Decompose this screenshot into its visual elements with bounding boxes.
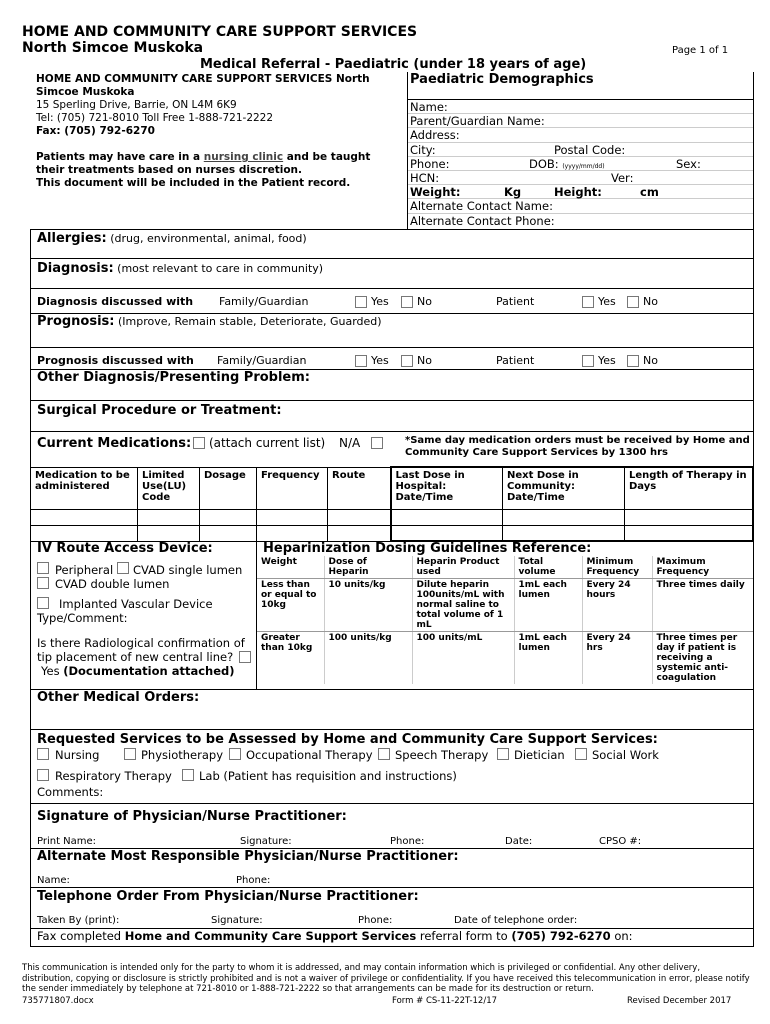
diagnosis-discussed-row: Diagnosis discussed with Family/Guardian Yes No Patient Yes No (30, 289, 754, 314)
nursing-clinic-link[interactable]: nursing clinic (203, 151, 284, 163)
weight-field[interactable]: Weight: Kg Height: cm (408, 185, 753, 199)
telephone-signature-field[interactable]: Signature: (211, 915, 263, 926)
services-title: Requested Services to be Assessed by Home and Community Care Support Services: (37, 732, 658, 747)
prognosis-family-yes-checkbox[interactable] (355, 355, 367, 367)
telephone-phone-field[interactable]: Phone: (358, 915, 393, 926)
telephone-date-field[interactable]: Date of telephone order: (454, 915, 578, 926)
heparin-row: Less than or equal to 10kg 10 units/kg Dilute heparin 100units/mL with normal saline to total volume of 1 mL 1mL each lumen Every 24 hours Three times daily (257, 579, 753, 632)
signature-section: Signature of Physician/Nurse Practitioner: Print Name: Signature: Phone: Date: CPSO #: (30, 804, 754, 849)
attach-list-checkbox[interactable] (193, 437, 205, 449)
surgical-section[interactable]: Surgical Procedure or Treatment: (30, 401, 754, 432)
other-diagnosis-section[interactable]: Other Diagnosis/Presenting Problem: (30, 369, 754, 401)
iv-block: IV Route Access Device: Peripheral CVAD single lumen CVAD double lumen Implanted Vascular Device Type/Comment: Is there Radiological confirmation of tip placement of new central line? Yes (Documentation attached) (31, 540, 257, 689)
phone-field[interactable]: Phone: DOB: (yyyy/mm/dd) Sex: (408, 157, 753, 171)
contact-tel: Tel: (705) 721-8010 Toll Free 1-888-721-2222 (36, 112, 274, 124)
cvad-single-checkbox[interactable] (117, 562, 129, 574)
postal-code-label: Postal Code: (554, 142, 626, 157)
alternate-phone-field[interactable]: Phone: (236, 875, 271, 886)
diagnosis-patient-no-checkbox[interactable] (627, 296, 639, 308)
dietician-checkbox[interactable] (497, 748, 509, 760)
heparin-row: Greater than 10kg 100 units/kg 100 units/mL 1mL each lumen Every 24 hrs Three times per day if patient is receiving a systemic anti-coagulation (257, 632, 753, 685)
contact-fax: Fax: (705) 792-6270 (36, 125, 155, 137)
record-note: This document will be included in the Patient record. (36, 177, 351, 189)
lab-checkbox[interactable] (182, 769, 194, 781)
peripheral-checkbox[interactable] (37, 562, 49, 574)
medications-table (30, 466, 754, 542)
alt-contact-name-field[interactable]: Alternate Contact Name: (408, 199, 753, 213)
footer-doc-id: 735771807.docx (22, 996, 94, 1006)
prognosis-section[interactable]: Prognosis: (Improve, Remain stable, Deteriorate, Guarded) (30, 314, 754, 348)
name-field[interactable]: Name: (408, 100, 753, 114)
fax-line: Fax completed Home and Community Care Support Services referral form to (705) 792-6270 on: (30, 929, 754, 947)
allergies-section[interactable]: Allergies: (drug, environmental, animal, food) (30, 229, 754, 259)
guardian-field[interactable]: Parent/Guardian Name: (408, 114, 753, 128)
med-col-length: Length of Therapy in Days (625, 467, 754, 509)
diagnosis-patient-yes-checkbox[interactable] (582, 296, 594, 308)
alternate-section: Alternate Most Responsible Physician/Nurse Practitioner: Name: Phone: (30, 849, 754, 888)
org-title: HOME AND COMMUNITY CARE SUPPORT SERVICES (22, 24, 418, 40)
phone-field[interactable]: Phone: (390, 836, 425, 847)
prognosis-discussed-row: Prognosis discussed with Family/Guardian Yes No Patient Yes No (30, 348, 754, 371)
contact-org-name: HOME AND COMMUNITY CARE SUPPORT SERVICES North Simcoe Muskoka (36, 73, 370, 98)
med-col-dosage: Dosage (200, 467, 257, 509)
cpso-field[interactable]: CPSO #: (599, 836, 642, 847)
iv-heparin-section (30, 540, 754, 690)
prognosis-patient-no-checkbox[interactable] (627, 355, 639, 367)
heparin-block (257, 540, 753, 689)
contact-block (36, 73, 402, 190)
form-title: Medical Referral - Paediatric (under 18 years of age) (200, 57, 587, 72)
alt-contact-phone-field[interactable]: Alternate Contact Phone: (410, 213, 555, 228)
taken-by-field[interactable]: Taken By (print): (37, 915, 120, 926)
physiotherapy-checkbox[interactable] (124, 748, 136, 760)
radiological-yes-label: Yes (Documentation attached) (41, 664, 235, 678)
signature-field[interactable]: Signature: (240, 836, 292, 847)
respiratory-checkbox[interactable] (37, 769, 49, 781)
implanted-device-checkbox[interactable] (37, 597, 49, 609)
contact-address: 15 Sperling Drive, Barrie, ON L4M 6K9 (36, 99, 237, 111)
hcn-field[interactable]: HCN: Ver: (408, 171, 753, 185)
other-orders-section[interactable]: Other Medical Orders: (30, 690, 754, 730)
na-checkbox[interactable] (371, 437, 383, 449)
diagnosis-section[interactable]: Diagnosis: (most relevant to care in community) (30, 259, 754, 289)
org-subtitle: North Simcoe Muskoka (22, 40, 204, 56)
sex-label: Sex: (676, 156, 701, 171)
social-work-checkbox[interactable] (575, 748, 587, 760)
telephone-order-section: Telephone Order From Physician/Nurse Practitioner: Taken By (print): Signature: Phone: Date of telephone order: (30, 888, 754, 929)
height-label: Height: (554, 185, 602, 200)
med-col-next-dose: Next Dose in Community: Date/Time (503, 467, 625, 509)
ver-label: Ver: (611, 170, 634, 185)
med-col-route: Route (328, 467, 391, 509)
heparin-title: Heparinization Dosing Guidelines Reference: (263, 541, 592, 556)
diagnosis-family-yes-checkbox[interactable] (355, 296, 367, 308)
footer-revised: Revised December 2017 (627, 996, 732, 1006)
nursing-checkbox[interactable] (37, 748, 49, 760)
medications-header: Current Medications: (attach current list) N/A *Same day medication orders must be received by Home and Community Care Support Services by 1300 hrs (30, 432, 754, 467)
med-col-frequency: Frequency (257, 467, 328, 509)
clinic-note: Patients may have care in a nursing clinic and be taught their treatments based on nurses discretion. (36, 151, 371, 176)
services-section: Requested Services to be Assessed by Home and Community Care Support Services: Nursing Physiotherapy Occupational Therapy Speech Therapy Dietician Social Work Respiratory Therapy Lab (Patient has requisition and instructions) Comments: (30, 730, 754, 804)
alternate-name-field[interactable]: Name: (37, 875, 70, 886)
med-row[interactable] (31, 509, 754, 525)
med-row[interactable] (31, 525, 754, 541)
heparin-table: Weight Dose of Heparin Heparin Product used Total volume Minimum Frequency Maximum Frequency Less than or equal to 10kg 10 units/kg Dilute heparin 100units/mL with normal saline to total volume of 1 mL 1mL each lumen Every 24 hours Three times daily Greater than 10kg 100 units/kg 100 units/mL 1mL each lumen Every 24 hrs Three times per day if patient is receiving a systemic anti-coagulation (257, 556, 753, 684)
cvad-double-checkbox[interactable] (37, 577, 49, 589)
ot-checkbox[interactable] (229, 748, 241, 760)
med-col-medication: Medication to be administered (31, 467, 138, 509)
address-field[interactable]: Address: (408, 128, 753, 142)
footer-form-number: Form # CS-11-22T-12/17 (392, 996, 498, 1006)
diagnosis-family-no-checkbox[interactable] (401, 296, 413, 308)
dob-label: DOB: (yyyy/mm/dd) (529, 156, 605, 171)
demographics-title: Paediatric Demographics (408, 72, 753, 100)
print-name-field[interactable]: Print Name: (37, 836, 97, 847)
comments-field[interactable]: Comments: (37, 785, 104, 799)
med-col-lu-code: Limited Use(LU) Code (138, 467, 200, 509)
prognosis-patient-yes-checkbox[interactable] (582, 355, 594, 367)
footer-disclaimer: This communication is intended only for the party to whom it is addressed, and may contain information which is privileged or confidential. Any other delivery, distribution, copying or disclosure is strictly prohibited and is not a waiver of privilege or confidentiality. If you have received this telecommunication in error, please notify the sender immediately by telephone at 721-8010 or 1-888-721-2222 so that arrangements can be made for its destruction or return. (22, 963, 750, 994)
radiological-yes-checkbox[interactable] (239, 651, 251, 663)
date-field[interactable]: Date: (505, 836, 533, 847)
demographics-box (407, 72, 754, 229)
city-field[interactable]: City: Postal Code: (408, 143, 753, 157)
page-number: Page 1 of 1 (672, 45, 729, 56)
same-day-note: *Same day medication orders must be received by Home and Community Care Support Services by 1300 hrs (405, 435, 750, 458)
radiological-question: Is there Radiological confirmation of tip placement of new central line? (37, 636, 245, 664)
med-col-last-dose: Last Dose in Hospital: Date/Time (391, 467, 503, 509)
prognosis-family-no-checkbox[interactable] (401, 355, 413, 367)
speech-therapy-checkbox[interactable] (378, 748, 390, 760)
